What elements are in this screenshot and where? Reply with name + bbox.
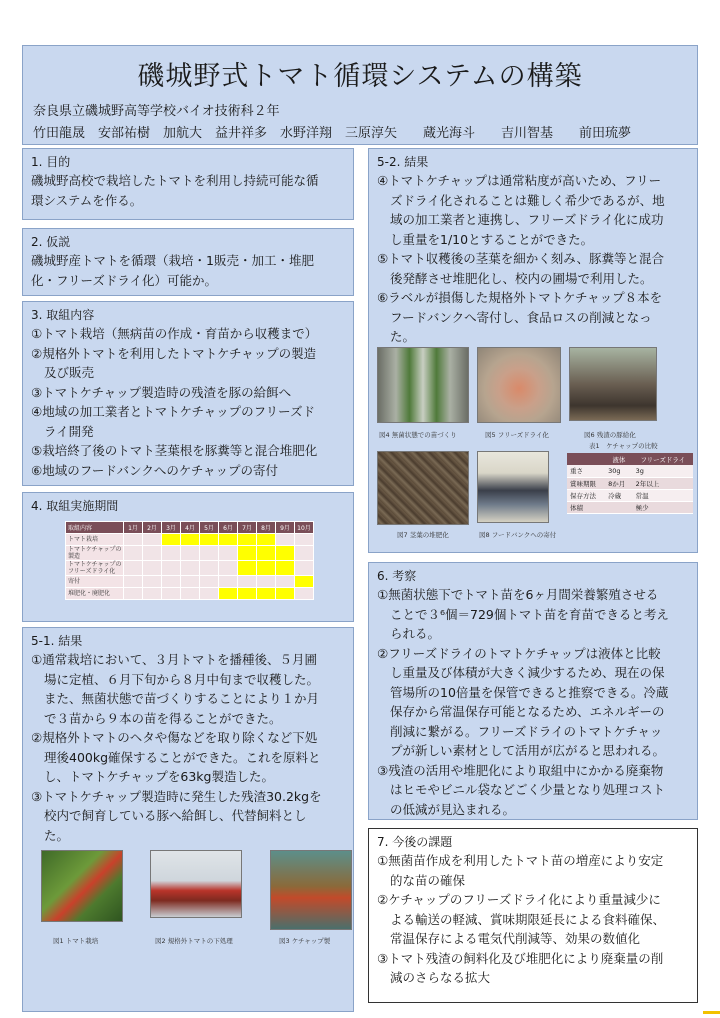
schedule-table <box>65 521 314 600</box>
figure-caption: 図4 無菌状態での苗づくり <box>379 431 457 439</box>
list-item-cont: はヒモやビニル袋などごく少量となり処理コスト <box>390 782 666 797</box>
section-results-2 <box>368 148 698 553</box>
list-item: ③残渣の活用や堆肥化により取組中にかかる廃棄物 <box>377 762 664 778</box>
poster-header <box>22 45 698 145</box>
section-heading: 5-1. 結果 <box>31 634 83 648</box>
schedule-empty-cell <box>219 561 238 576</box>
schedule-column-header: 1月 <box>124 522 143 534</box>
text-line: 化・フリーズドライ化）可能か。 <box>31 272 218 288</box>
school-name: 奈良県立磯城野高等学校バイオ技術科２年 <box>33 104 280 119</box>
table-caption: 表1 ケチャップの比較 <box>589 442 658 450</box>
corner-decoration <box>703 1011 720 1014</box>
section-activities <box>22 301 354 486</box>
list-item-cont: た。 <box>390 329 416 344</box>
list-item-cont: ライ開発 <box>44 423 94 439</box>
list-item-cont: 校内で飼育している豚へ給餌し、代替飼料とし <box>44 808 307 823</box>
schedule-empty-cell <box>143 546 162 561</box>
schedule-row-label: トマトケチャップのフリーズドライ化 <box>66 561 124 576</box>
schedule-empty-cell <box>162 588 181 600</box>
sterile-seedling-photo <box>377 347 469 423</box>
tomato-cultivation-photo <box>41 850 123 922</box>
section-heading: 6. 考察 <box>377 569 417 583</box>
freeze-dry-photo <box>477 347 561 423</box>
schedule-active-cell <box>257 588 276 600</box>
comparison-cell: 2年以上 <box>633 477 693 489</box>
section-heading: 2. 仮説 <box>31 235 71 249</box>
schedule-active-cell <box>257 561 276 576</box>
section-future-issues <box>368 828 698 1003</box>
list-item-cont: 管場所の10倍量を保管できると推察できる。冷蔵 <box>390 684 669 700</box>
list-item-cont: また、無菌状態で苗づくりすることにより１か月 <box>44 691 320 706</box>
list-item: ④地域の加工業者とトマトケチャップのフリーズド <box>31 404 315 419</box>
schedule-column-header: 9月 <box>276 522 295 534</box>
list-item-cont: し重量及び体積が大きく減少するため、現在の保 <box>390 665 665 680</box>
list-item-cont: 保存から常温保存可能となるため、エネルギーの <box>390 704 665 719</box>
list-item-cont: し、トマトケチャップを63kg製造した。 <box>44 769 274 784</box>
comparison-cell: 冷蔵 <box>605 489 633 501</box>
schedule-empty-cell <box>181 588 200 600</box>
list-item: ①トマト栽培（無病苗の作成・育苗から収穫まで） <box>31 326 318 341</box>
section-heading: 5-2. 結果 <box>377 155 429 169</box>
schedule-empty-cell <box>162 576 181 588</box>
schedule-empty-cell <box>143 534 162 546</box>
list-item-cont: よる輸送の軽減、賞味期限延長による食料確保、 <box>390 911 666 927</box>
schedule-active-cell <box>200 534 219 546</box>
section-hypothesis <box>22 228 354 296</box>
list-item: ①通常栽培において、３月トマトを播種後、５月圃 <box>31 652 317 667</box>
author-list: 竹田龍晟 安部祐樹 加航大 益井祥多 水野洋翔 三原淳矢 蔵光海斗 吉川智基 前田琉夢 <box>33 126 632 141</box>
list-item: ②ケチャップのフリーズドライ化により重量減少に <box>377 892 661 907</box>
schedule-empty-cell <box>295 561 314 576</box>
schedule-empty-cell <box>162 561 181 576</box>
schedule-active-cell <box>257 534 276 546</box>
comparison-cell: 重さ <box>567 465 605 477</box>
schedule-active-cell <box>295 576 314 588</box>
schedule-empty-cell <box>200 561 219 576</box>
list-item: ③トマトケチャップ製造時の残渣を豚の給餌へ <box>31 384 292 400</box>
comparison-cell: 常温 <box>633 489 693 501</box>
schedule-column-header: 7月 <box>238 522 257 534</box>
list-item-cont: フードバンクへ寄付し、食品ロスの削減となっ <box>390 309 652 325</box>
schedule-row <box>66 546 314 561</box>
schedule-empty-cell <box>295 588 314 600</box>
schedule-row-label: 寄付 <box>66 576 124 588</box>
comparison-cell: 3g <box>633 465 693 477</box>
schedule-column-header: 6月 <box>219 522 238 534</box>
list-item-cont: 後発酵させ堆肥化し、校内の圃場で利用した。 <box>390 270 653 286</box>
schedule-active-cell <box>238 588 257 600</box>
comparison-column-header: フリーズドライ <box>633 453 693 465</box>
comparison-header-row <box>567 453 693 465</box>
schedule-empty-cell <box>124 576 143 588</box>
list-item-cont: で３苗から９本の苗を得ることができた。 <box>44 710 282 726</box>
comparison-column-header <box>567 453 605 465</box>
list-item: ②規格外トマトのヘタや傷などを取り除くなど下処 <box>31 730 318 745</box>
section-results-1 <box>22 627 354 1012</box>
schedule-active-cell <box>276 546 295 561</box>
figure-caption: 図3 ケチャップ製 <box>279 937 331 945</box>
list-item: ②フリーズドライのトマトケチャップは液体と比較 <box>377 645 661 661</box>
list-item-cont: 場に定植、６月下旬から８月中旬まで収穫した。 <box>44 671 320 687</box>
schedule-column-header: 8月 <box>257 522 276 534</box>
comparison-cell: 8か月 <box>605 477 633 489</box>
figure-caption: 図6 残渣の豚給化 <box>584 431 636 439</box>
comparison-row <box>567 465 693 477</box>
list-item-cont: 理後400kg確保することができた。これを原料と <box>44 749 321 765</box>
figure-caption: 図2 規格外トマトの下処理 <box>155 937 233 945</box>
schedule-empty-cell <box>162 546 181 561</box>
schedule-empty-cell <box>238 576 257 588</box>
list-item: ⑥ラベルが損傷した規格外トマトケチャップ８本を <box>377 290 663 305</box>
schedule-row <box>66 561 314 576</box>
schedule-empty-cell <box>295 546 314 561</box>
text-line: 磯城野高校で栽培したトマトを利用し持続可能な循 <box>31 173 319 188</box>
schedule-row-label: トマトケチャップの製造 <box>66 546 124 561</box>
schedule-empty-cell <box>200 546 219 561</box>
section-heading: 1. 目的 <box>31 155 71 169</box>
comparison-cell: 保存方法 <box>567 489 605 501</box>
section-heading: 4. 取組実施期間 <box>31 499 119 513</box>
schedule-column-header: 5月 <box>200 522 219 534</box>
list-item: ⑤トマト収穫後の茎葉を細かく刻み、豚糞等と混合 <box>377 251 664 266</box>
list-item-cont: の低減が見込まれる。 <box>390 801 516 817</box>
schedule-empty-cell <box>181 561 200 576</box>
list-item: ③トマト残渣の飼料化及び堆肥化により廃棄量の削 <box>377 950 664 966</box>
list-item-cont: ことで３⁶個＝729個トマト苗を育苗できると考え <box>390 606 669 622</box>
schedule-row <box>66 576 314 588</box>
comparison-cell <box>605 501 633 513</box>
pig-feeding-photo <box>569 347 657 421</box>
schedule-active-cell <box>276 588 295 600</box>
list-item-cont: 及び販売 <box>44 365 95 380</box>
figure-caption: 図8 フードバンクへの寄付 <box>479 531 557 539</box>
comparison-cell: 体積 <box>567 501 605 513</box>
list-item: ③トマトケチャップ製造時に発生した残渣30.2kgを <box>31 788 322 804</box>
schedule-empty-cell <box>276 576 295 588</box>
comparison-row <box>567 477 693 489</box>
list-item-cont: 域の加工業者と連携し、フリーズドライ化に成功 <box>390 212 664 227</box>
section-purpose <box>22 148 354 220</box>
list-item: ②規格外トマトを利用したトマトケチャップの製造 <box>31 345 317 361</box>
compost-photo <box>377 451 469 525</box>
schedule-empty-cell <box>124 561 143 576</box>
schedule-header-row <box>66 522 314 534</box>
list-item-cont: 的な苗の確保 <box>390 872 466 888</box>
schedule-empty-cell <box>276 534 295 546</box>
comparison-row <box>567 489 693 501</box>
schedule-column-header: 4月 <box>181 522 200 534</box>
text-line: 磯城野産トマトを循環（栽培・1販売・加工・堆肥 <box>31 253 314 268</box>
schedule-empty-cell <box>219 576 238 588</box>
comparison-table <box>567 453 693 514</box>
comparison-row <box>567 501 693 513</box>
list-item: ④トマトケチャップは通常粘度が高いため、フリー <box>377 173 662 188</box>
schedule-empty-cell <box>181 576 200 588</box>
text-line: 環システムを作る。 <box>31 192 143 208</box>
schedule-empty-cell <box>200 576 219 588</box>
comparison-cell: 極少 <box>633 501 693 513</box>
schedule-empty-cell <box>181 546 200 561</box>
list-item-cont: 削減に繋がる。フリーズドライのトマトケチャッ <box>390 723 663 739</box>
schedule-active-cell <box>238 546 257 561</box>
poster-title: 磯城野式トマト循環システムの構築 <box>137 61 583 92</box>
comparison-cell: 賞味期限 <box>567 477 605 489</box>
schedule-empty-cell <box>143 576 162 588</box>
schedule-empty-cell <box>124 534 143 546</box>
tomato-preprocessing-photo <box>150 850 242 918</box>
figure-caption: 図1 トマト栽培 <box>53 937 99 945</box>
schedule-empty-cell <box>219 546 238 561</box>
list-item-cont: 常温保存による電気代削減等、効果の数値化 <box>390 931 641 946</box>
schedule-active-cell <box>162 534 181 546</box>
comparison-column-header: 液体 <box>605 453 633 465</box>
schedule-empty-cell <box>200 588 219 600</box>
schedule-empty-cell <box>143 588 162 600</box>
list-item: ⑥地域のフードバンクへのケチャップの寄付 <box>31 462 278 478</box>
list-item-cont: られる。 <box>390 626 441 641</box>
schedule-active-cell <box>238 534 257 546</box>
section-heading: 7. 今後の課題 <box>377 835 453 849</box>
schedule-column-header: 2月 <box>143 522 162 534</box>
figure-caption: 図7 茎葉の堆肥化 <box>397 531 449 539</box>
schedule-empty-cell <box>124 588 143 600</box>
schedule-row-label: 堆肥化・廃肥化 <box>66 588 124 600</box>
list-item-cont: た。 <box>44 827 70 843</box>
schedule-column-header: 取組内容 <box>66 522 124 534</box>
food-bank-photo <box>477 451 549 523</box>
schedule-empty-cell <box>143 561 162 576</box>
schedule-column-header: 3月 <box>162 522 181 534</box>
list-item-cont: し重量を1/10とすることができた。 <box>390 231 594 247</box>
section-schedule <box>22 492 354 622</box>
schedule-active-cell <box>238 561 257 576</box>
schedule-active-cell <box>276 561 295 576</box>
schedule-active-cell <box>257 546 276 561</box>
schedule-empty-cell <box>124 546 143 561</box>
schedule-row <box>66 534 314 546</box>
schedule-empty-cell <box>295 534 314 546</box>
comparison-cell: 30g <box>605 465 633 477</box>
schedule-active-cell <box>219 588 238 600</box>
list-item: ①無菌苗作成を利用したトマト苗の増産により安定 <box>377 853 664 868</box>
schedule-column-header: 10月 <box>295 522 314 534</box>
section-discussion <box>368 562 698 820</box>
list-item: ⑤栽培終了後のトマト茎葉根を豚糞等と混合堆肥化 <box>31 443 318 458</box>
list-item-cont: 減のさらなる拡大 <box>390 970 491 985</box>
list-item: ①無菌状態下でトマト苗を6ヶ月間栄養繁殖させる <box>377 587 659 602</box>
section-heading: 3. 取組内容 <box>31 308 95 322</box>
figure-caption: 図5 フリーズドライ化 <box>485 431 549 439</box>
schedule-active-cell <box>181 534 200 546</box>
list-item-cont: プが新しい素材として活用が広がると思われる。 <box>390 743 666 758</box>
schedule-empty-cell <box>257 576 276 588</box>
list-item-cont: ズドライ化されることは難しく希少であるが、地 <box>390 192 665 208</box>
schedule-row-label: トマト栽培 <box>66 534 124 546</box>
ketchup-production-photo <box>270 850 352 930</box>
schedule-active-cell <box>219 534 238 546</box>
schedule-row <box>66 588 314 600</box>
